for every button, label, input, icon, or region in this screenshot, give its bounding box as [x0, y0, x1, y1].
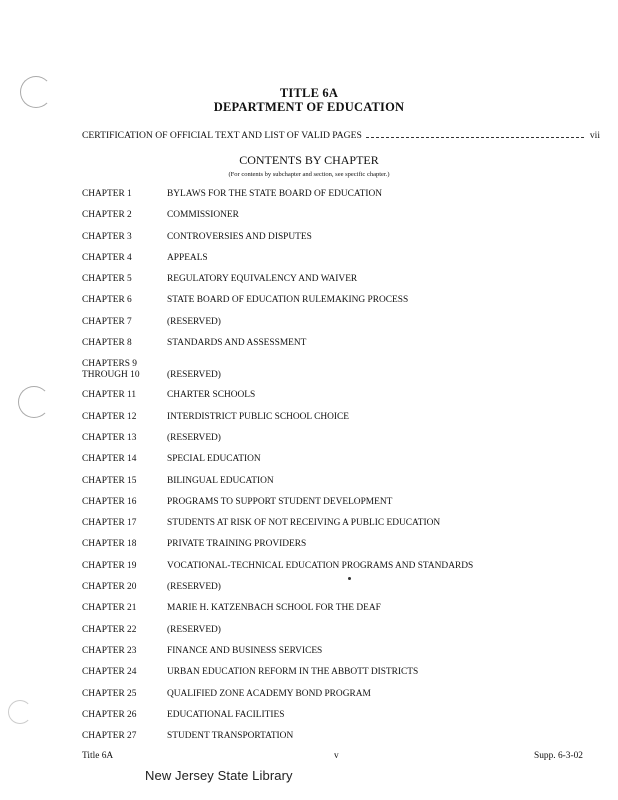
chapter-label-line: CHAPTER 14 — [82, 454, 137, 465]
chapter-label — [82, 390, 162, 401]
chapter-label — [82, 295, 162, 306]
chapter-title: CONTROVERSIES AND DISPUTES — [167, 231, 312, 242]
punch-hole-mark — [18, 386, 50, 418]
chapter-label — [82, 253, 162, 264]
library-stamp: New Jersey State Library — [145, 768, 293, 783]
chapter-label — [82, 625, 162, 636]
chapter-label — [82, 710, 162, 721]
footer-title: Title 6A — [82, 751, 114, 761]
title-heading: TITLE 6A — [279, 86, 339, 100]
chapter-row — [82, 454, 602, 475]
chapter-title: CHARTER SCHOOLS — [167, 390, 256, 401]
chapter-label-line: CHAPTER 6 — [82, 295, 132, 306]
contents-note: (For contents by subchapter and section, see specific chapter.) — [228, 171, 390, 178]
chapter-row — [82, 689, 602, 710]
chapter-title: (RESERVED) — [167, 316, 221, 327]
dot-leader — [366, 137, 584, 138]
chapter-title: SPECIAL EDUCATION — [167, 454, 261, 465]
certification-page: vii — [589, 130, 600, 141]
chapter-label — [82, 689, 162, 700]
chapter-row — [82, 295, 602, 316]
chapter-label — [82, 646, 162, 657]
chapter-row — [82, 253, 602, 274]
chapter-label-line: CHAPTER 20 — [82, 582, 137, 593]
certification-text: CERTIFICATION OF OFFICIAL TEXT AND LIST OF VALID PAGES — [82, 130, 362, 141]
chapter-title: PRIVATE TRAINING PROVIDERS — [167, 539, 307, 550]
chapter-row — [82, 625, 602, 646]
chapter-row — [82, 646, 602, 667]
chapter-label-line: CHAPTER 15 — [82, 475, 137, 486]
chapter-row — [82, 317, 602, 338]
chapter-row — [82, 189, 602, 210]
chapter-label-line: CHAPTER 26 — [82, 709, 137, 720]
chapter-label — [82, 497, 162, 508]
chapter-label — [82, 539, 162, 550]
chapter-title: EDUCATIONAL FACILITIES — [167, 709, 285, 720]
chapter-label — [82, 731, 162, 742]
chapter-label — [82, 317, 162, 328]
chapter-label — [82, 359, 162, 381]
chapter-title: QUALIFIED ZONE ACADEMY BOND PROGRAM — [167, 688, 371, 699]
chapter-label-line: CHAPTER 27 — [82, 731, 137, 742]
chapter-label-line: CHAPTER 24 — [82, 667, 137, 678]
chapter-label-line: CHAPTER 1 — [82, 189, 132, 199]
chapter-label-line: CHAPTER 3 — [82, 231, 132, 242]
chapter-label-line: CHAPTER 8 — [82, 338, 132, 349]
chapter-label — [82, 433, 162, 444]
chapter-label-line: CHAPTER 13 — [82, 432, 137, 443]
chapter-title: STANDARDS AND ASSESSMENT — [167, 338, 307, 349]
chapter-row — [82, 433, 602, 454]
chapter-label-line: CHAPTER 2 — [82, 210, 132, 221]
chapter-title: REGULATORY EQUIVALENCY AND WAIVER — [167, 274, 358, 285]
chapter-row — [82, 359, 602, 390]
chapter-title: (RESERVED) — [167, 624, 221, 635]
chapter-title: STUDENTS AT RISK OF NOT RECEIVING A PUBLIC EDUCATION — [167, 518, 441, 529]
chapter-title: BYLAWS FOR THE STATE BOARD OF EDUCATION — [167, 189, 382, 199]
chapter-row — [82, 390, 602, 411]
chapter-row — [82, 338, 602, 359]
chapter-title: (RESERVED) — [167, 582, 221, 593]
chapter-row — [82, 497, 602, 518]
chapter-row — [82, 539, 602, 560]
chapter-title: FINANCE AND BUSINESS SERVICES — [167, 645, 323, 656]
chapter-label — [82, 189, 162, 200]
chapter-label — [82, 232, 162, 243]
chapter-label-line: CHAPTER 17 — [82, 518, 137, 529]
chapter-title: COMMISSIONER — [167, 210, 239, 221]
chapter-label-line: CHAPTER 22 — [82, 624, 137, 635]
chapter-row — [82, 582, 602, 603]
chapter-row — [82, 210, 602, 231]
chapter-title: INTERDISTRICT PUBLIC SCHOOL CHOICE — [167, 411, 350, 422]
chapter-label-line: CHAPTER 16 — [82, 496, 137, 507]
chapter-label — [82, 476, 162, 487]
chapter-title: BILINGUAL EDUCATION — [167, 475, 274, 486]
department-heading: DEPARTMENT OF EDUCATION — [213, 100, 405, 114]
chapter-title: PROGRAMS TO SUPPORT STUDENT DEVELOPMENT — [167, 496, 393, 507]
chapter-label — [82, 210, 162, 221]
chapter-label — [82, 561, 162, 572]
certification-line — [82, 130, 600, 141]
chapter-row — [82, 710, 602, 731]
chapter-title: VOCATIONAL-TECHNICAL EDUCATION PROGRAMS AND STANDARDS — [167, 560, 474, 571]
chapter-label-line: THROUGH 10 — [82, 370, 140, 381]
chapter-label — [82, 603, 162, 614]
chapter-label — [82, 518, 162, 529]
chapter-row — [82, 232, 602, 253]
footer-page-number: v — [334, 751, 339, 761]
chapter-title: URBAN EDUCATION REFORM IN THE ABBOTT DISTRICTS — [167, 667, 419, 678]
chapter-label-line: CHAPTER 7 — [82, 316, 132, 327]
chapter-title: APPEALS — [167, 252, 208, 263]
chapter-row — [82, 476, 602, 497]
contents-heading: CONTENTS BY CHAPTER — [239, 153, 379, 167]
chapter-title: (RESERVED) — [167, 432, 221, 443]
chapter-row — [82, 518, 602, 539]
chapter-label — [82, 338, 162, 349]
chapter-label-line: CHAPTER 12 — [82, 411, 137, 422]
chapter-label — [82, 582, 162, 593]
chapter-label-line: CHAPTER 21 — [82, 603, 137, 614]
punch-hole-mark — [8, 700, 32, 724]
scan-speck — [348, 577, 351, 580]
chapter-label — [82, 274, 162, 285]
chapter-label — [82, 412, 162, 423]
chapter-label-line: CHAPTERS 9 — [82, 359, 137, 370]
chapter-row — [82, 667, 602, 688]
footer-supplement: Supp. 6-3-02 — [534, 751, 583, 761]
chapter-label-line: CHAPTER 4 — [82, 252, 132, 263]
chapter-row — [82, 731, 602, 752]
chapter-label-line: CHAPTER 18 — [82, 539, 137, 550]
chapter-title: STUDENT TRANSPORTATION — [167, 731, 294, 742]
chapter-label-line: CHAPTER 23 — [82, 645, 137, 656]
chapter-list — [82, 189, 602, 752]
chapter-row — [82, 603, 602, 624]
chapter-row — [82, 561, 602, 582]
chapter-title: MARIE H. KATZENBACH SCHOOL FOR THE DEAF — [167, 603, 381, 614]
chapter-row — [82, 274, 602, 295]
chapter-label-line: CHAPTER 5 — [82, 274, 132, 285]
chapter-title: (RESERVED) — [167, 370, 221, 381]
chapter-label — [82, 454, 162, 465]
chapter-label-line: CHAPTER 25 — [82, 688, 137, 699]
chapter-row — [82, 412, 602, 433]
chapter-title: STATE BOARD OF EDUCATION RULEMAKING PROCESS — [167, 295, 409, 306]
chapter-label-line: CHAPTER 19 — [82, 560, 137, 571]
chapter-label — [82, 667, 162, 678]
chapter-label-line: CHAPTER 11 — [82, 390, 137, 401]
